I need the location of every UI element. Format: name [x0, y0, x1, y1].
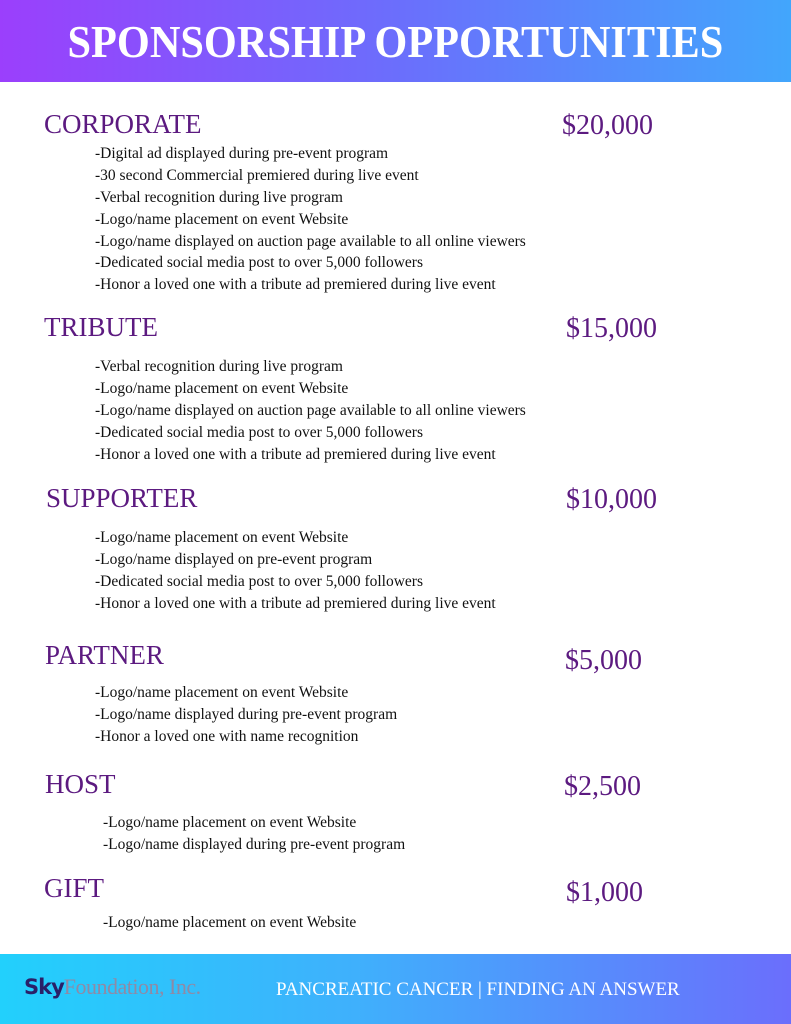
benefit-list	[103, 912, 356, 934]
tier-price: $10,000	[566, 484, 657, 515]
tier-price: $1,000	[566, 877, 643, 908]
benefit-item: -Logo/name placement on event Website	[103, 814, 357, 831]
benefit-item: -Logo/name placement on event Website	[95, 210, 349, 228]
sky-foundation-logo	[24, 976, 201, 998]
benefit-item: -Honor a loved one with a tribute ad premiered during live event	[95, 276, 496, 294]
benefit-list	[95, 143, 526, 296]
benefit-item: -Logo/name displayed on pre-event program	[95, 550, 373, 568]
benefit-item: -Verbal recognition during live program	[95, 188, 343, 206]
benefit-item: -Logo/name placement on event Website	[95, 684, 349, 701]
tier-price: $2,500	[564, 771, 641, 802]
page-title: SPONSORSHIP OPPORTUNITIES	[67, 15, 724, 67]
benefit-item: -Logo/name displayed during pre-event program	[95, 705, 398, 723]
benefit-list	[95, 682, 397, 748]
benefit-item: -Logo/name placement on event Website	[95, 379, 349, 397]
tier-name: TRIBUTE	[44, 312, 158, 342]
logo-bold-text: Sky	[24, 975, 64, 999]
tier-name: HOST	[45, 769, 116, 799]
benefit-item: -Logo/name displayed on auction page available to all online viewers	[95, 401, 526, 419]
tier-name: SUPPORTER	[46, 483, 198, 513]
logo-rest-text: Foundation, Inc.	[63, 974, 201, 999]
benefit-item: -Logo/name placement on event Website	[95, 529, 349, 546]
benefit-item: -Honor a loved one with name recognition	[95, 727, 359, 745]
tier-name: CORPORATE	[44, 109, 202, 139]
tier-price: $20,000	[562, 110, 653, 141]
benefit-item: -30 second Commercial premiered during live event	[95, 166, 419, 184]
benefit-item: -Honor a loved one with a tribute ad premiered during live event	[95, 445, 496, 463]
benefit-list	[95, 356, 526, 465]
benefit-item: -Logo/name displayed during pre-event program	[103, 835, 406, 853]
benefit-item: -Dedicated social media post to over 5,000 followers	[95, 423, 423, 441]
benefit-list	[95, 527, 496, 615]
benefit-item: -Verbal recognition during live program	[95, 358, 343, 375]
header-banner	[0, 0, 791, 82]
tier-name: GIFT	[44, 873, 104, 903]
tier-name: PARTNER	[45, 640, 164, 670]
benefit-item: -Logo/name placement on event Website	[103, 914, 357, 931]
footer-tagline: PANCREATIC CANCER | FINDING AN ANSWER	[276, 979, 680, 1000]
tier-price: $5,000	[565, 645, 642, 676]
benefit-item: -Honor a loved one with a tribute ad premiered during live event	[95, 594, 496, 612]
benefit-item: -Dedicated social media post to over 5,000 followers	[95, 254, 423, 272]
benefit-item: -Logo/name displayed on auction page available to all online viewers	[95, 232, 526, 250]
benefit-list	[103, 812, 405, 856]
footer-banner	[0, 954, 791, 1024]
benefit-item: -Digital ad displayed during pre-event program	[95, 145, 389, 162]
tier-price: $15,000	[566, 313, 657, 344]
benefit-item: -Dedicated social media post to over 5,000 followers	[95, 572, 423, 590]
